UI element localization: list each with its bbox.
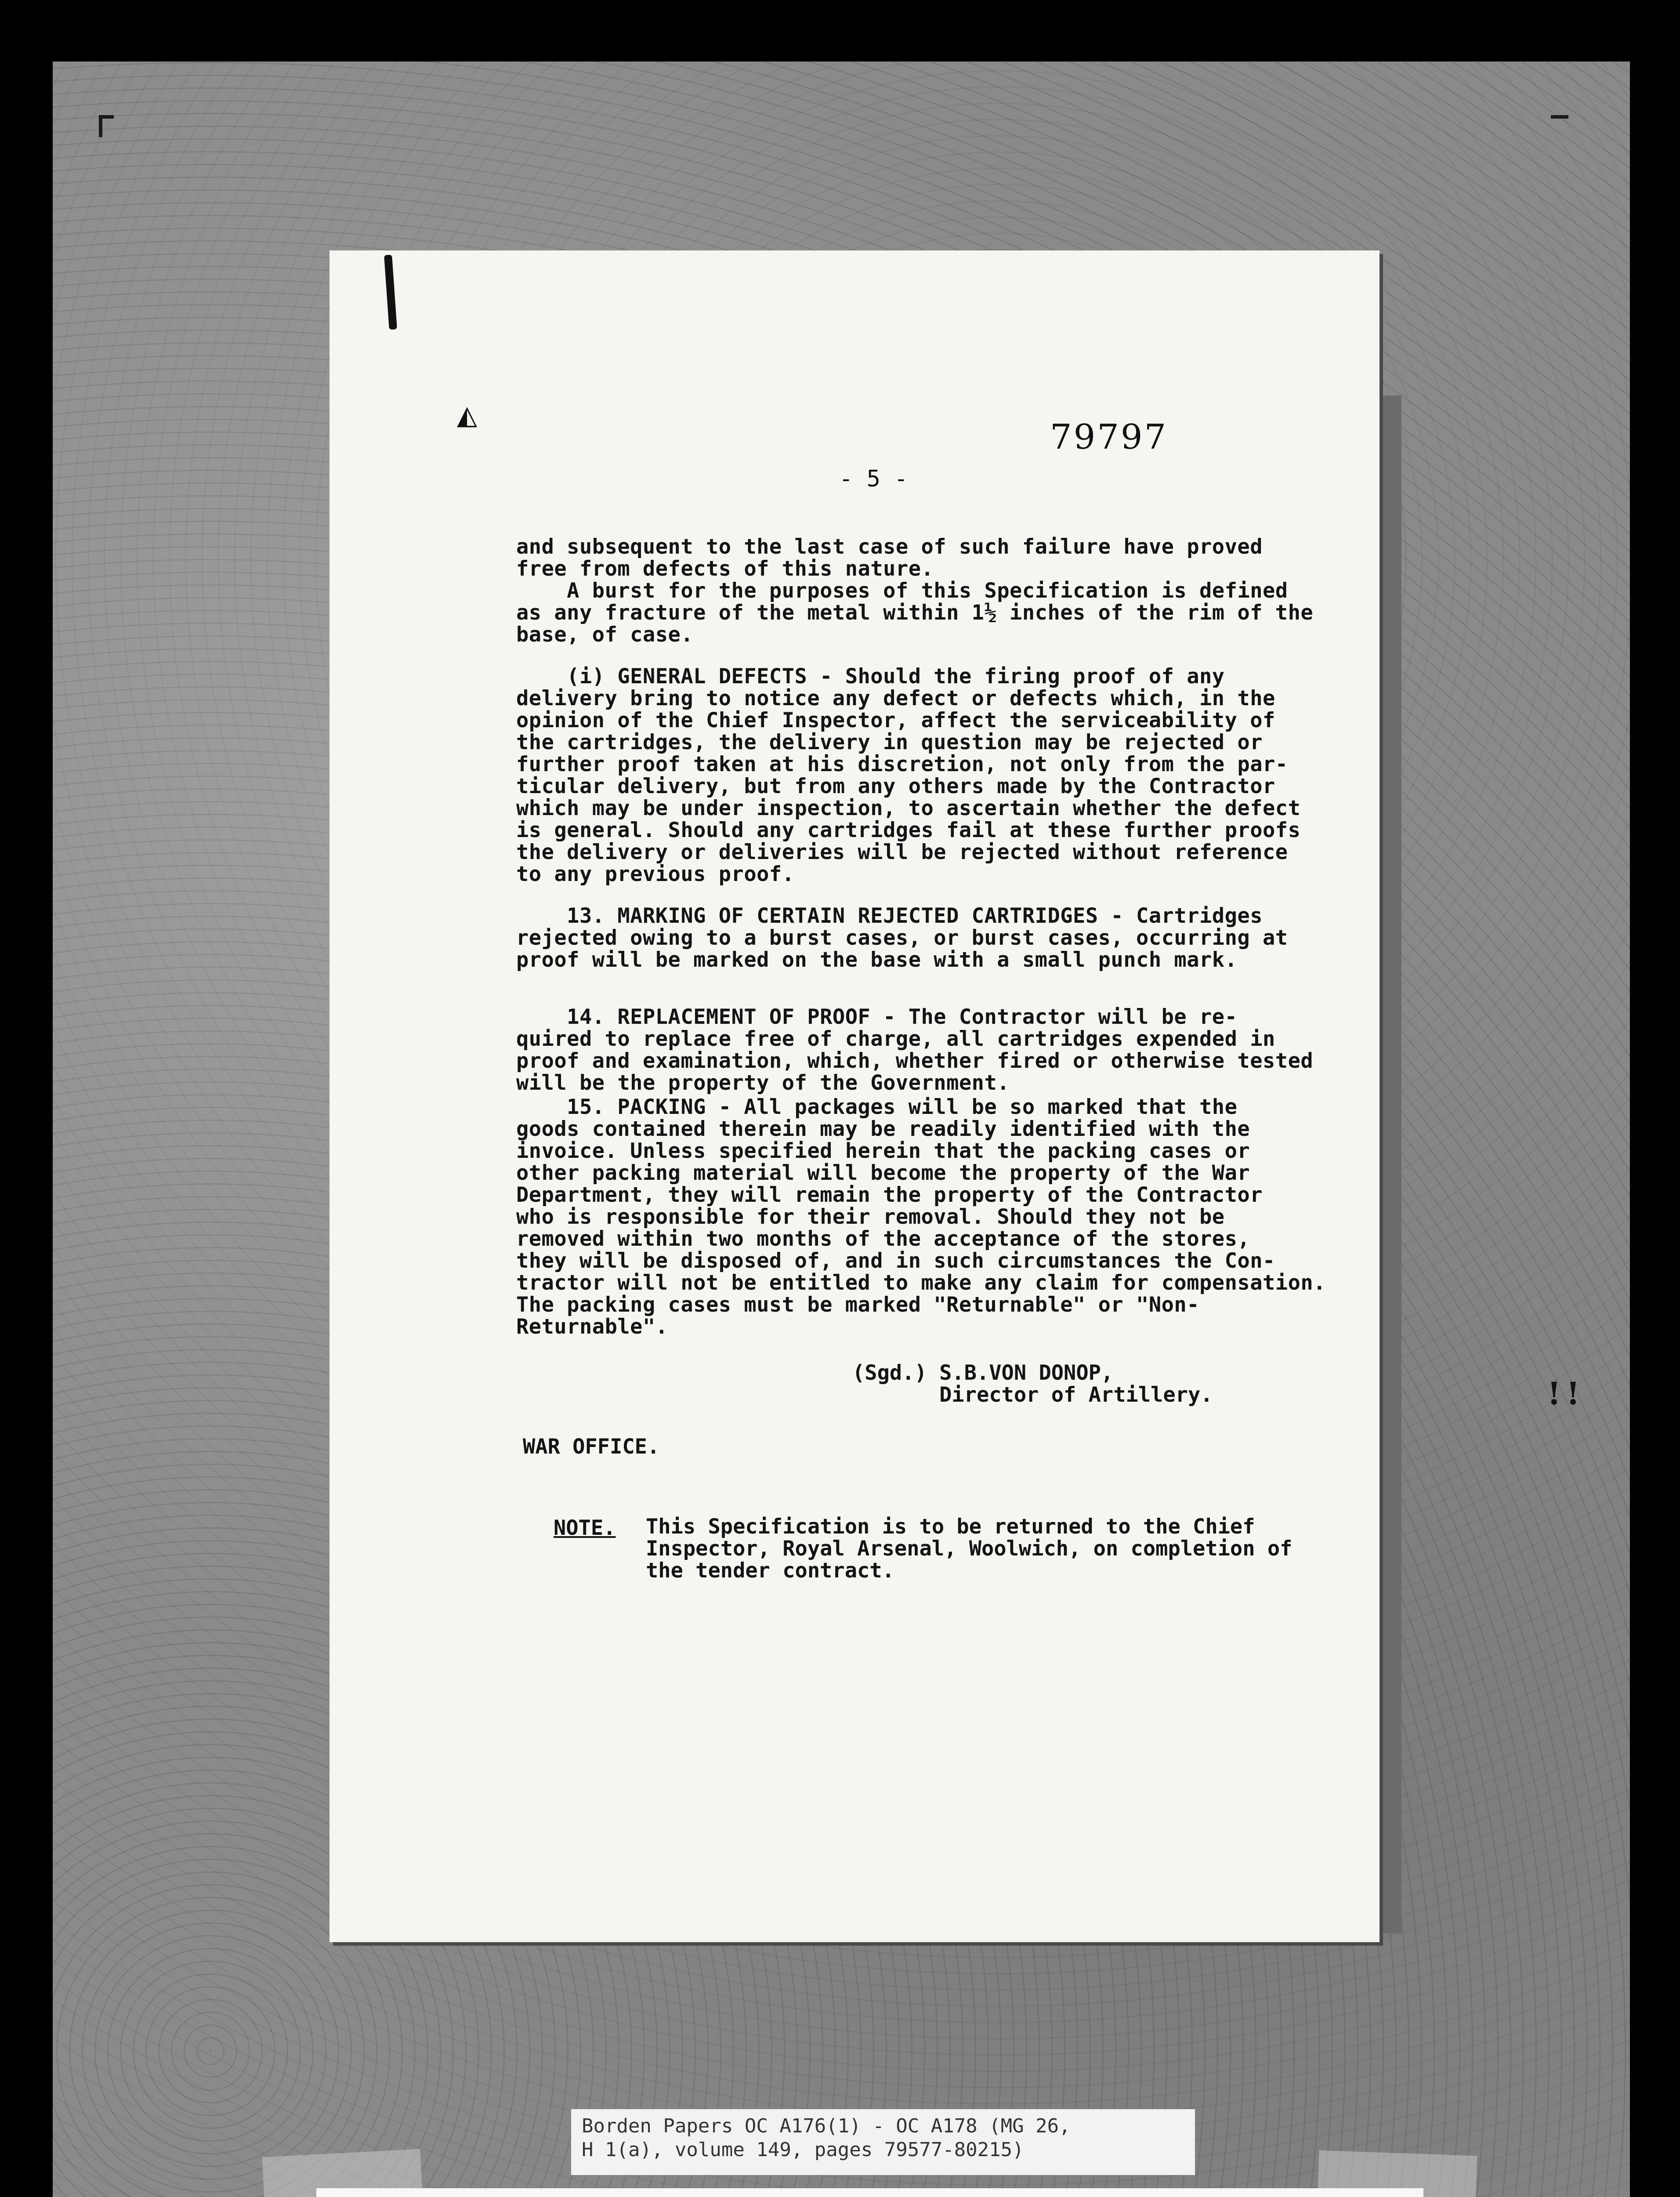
reference-line: Borden Papers OC A176(1) - OC A178 (MG 26, xyxy=(582,2115,1071,2137)
text-line: and subsequent to the last case of such failure have proved xyxy=(516,535,1263,559)
pencil-mark-icon: ◭ xyxy=(457,400,478,431)
text-line: free from defects of this nature. xyxy=(516,557,934,581)
paragraph-marking-rejected xyxy=(516,905,1351,971)
text-line: proof will be marked on the base with a small punch mark. xyxy=(516,948,1238,972)
text-line: the delivery or deliveries will be rejected without reference xyxy=(516,840,1288,864)
text-line: invoice. Unless specified herein that the packing cases or xyxy=(516,1139,1250,1163)
text-line: (i) GENERAL DEFECTS - Should the firing proof of any xyxy=(516,664,1225,689)
paragraph-general-defects xyxy=(516,666,1351,885)
note-label: NOTE. xyxy=(554,1516,616,1540)
text-line: quired to replace free of charge, all cartridges expended in xyxy=(516,1027,1275,1051)
text-line: 14. REPLACEMENT OF PROOF - The Contractor will be re- xyxy=(516,1005,1238,1029)
signature-block xyxy=(852,1362,1213,1406)
text-line: Returnable". xyxy=(516,1315,668,1339)
paragraph-burst-definition xyxy=(516,536,1351,646)
text-line: further proof taken at his discretion, not only from the par- xyxy=(516,752,1288,776)
text-line: to any previous proof. xyxy=(516,862,795,886)
public-archives-card xyxy=(316,2188,1423,2197)
text-line: ticular delivery, but from any others made by the Contractor xyxy=(516,774,1275,798)
text-line: The packing cases must be marked "Returnable" or "Non- xyxy=(516,1293,1200,1317)
text-line: This Specification is to be returned to the Chief xyxy=(646,1515,1255,1539)
paragraph-packing xyxy=(516,1096,1351,1338)
page-number: - 5 - xyxy=(839,466,908,492)
text-line: will be the property of the Government. xyxy=(516,1071,1010,1095)
crop-mark-top-left xyxy=(99,115,114,137)
text-line: as any fracture of the metal within 1½ inches of the rim of the xyxy=(516,601,1314,625)
crop-mark-top-right xyxy=(1551,115,1568,137)
text-line: the cartridges, the delivery in question may be rejected or xyxy=(516,730,1263,754)
text-line: opinion of the Chief Inspector, affect the serviceability of xyxy=(516,708,1275,732)
text-line: is general. Should any cartridges fail at these further proofs xyxy=(516,818,1301,842)
text-line: A burst for the purposes of this Specification is defined xyxy=(516,579,1288,603)
text-line: tractor will not be entitled to make any claim for compensation. xyxy=(516,1271,1326,1295)
text-line: goods contained therein may be readily identified with the xyxy=(516,1117,1250,1141)
text-line: Inspector, Royal Arsenal, Woolwich, on completion of xyxy=(646,1537,1293,1561)
archive-reference-label xyxy=(571,2109,1195,2175)
signatory-title: Director of Artillery. xyxy=(852,1383,1213,1407)
text-line: they will be disposed of, and in such circumstances the Con- xyxy=(516,1249,1275,1273)
signatory-name: (Sgd.) S.B.VON DONOP, xyxy=(852,1361,1114,1385)
text-line: removed within two months of the acceptance of the stores, xyxy=(516,1227,1250,1251)
issuing-office: WAR OFFICE. xyxy=(523,1435,660,1459)
text-line: proof and examination, which, whether fired or otherwise tested xyxy=(516,1049,1314,1073)
text-line: 15. PACKING - All packages will be so marked that the xyxy=(516,1095,1238,1119)
paragraph-replacement-proof xyxy=(516,1006,1351,1094)
text-line: 13. MARKING OF CERTAIN REJECTED CARTRIDGES - Cartridges xyxy=(516,904,1263,928)
text-line: rejected owing to a burst cases, or burst cases, occurring at xyxy=(516,926,1288,950)
text-line: the tender contract. xyxy=(646,1559,894,1583)
note-text xyxy=(646,1516,1292,1582)
document-stamp-number: 79797 xyxy=(1050,417,1168,457)
text-line: other packing material will become the property of the War xyxy=(516,1161,1250,1185)
text-line: base, of case. xyxy=(516,623,694,647)
margin-tick-marks: ! ! xyxy=(1547,1375,1577,1412)
reference-line: H 1(a), volume 149, pages 79577-80215) xyxy=(582,2139,1024,2161)
text-line: who is responsible for their removal. Should they not be xyxy=(516,1205,1225,1229)
text-line: Department, they will remain the property of the Contractor xyxy=(516,1183,1263,1207)
text-line: which may be under inspection, to ascertain whether the defect xyxy=(516,796,1301,820)
text-line: delivery bring to notice any defect or defects which, in the xyxy=(516,686,1275,711)
paper-shadow xyxy=(1379,395,1401,1933)
